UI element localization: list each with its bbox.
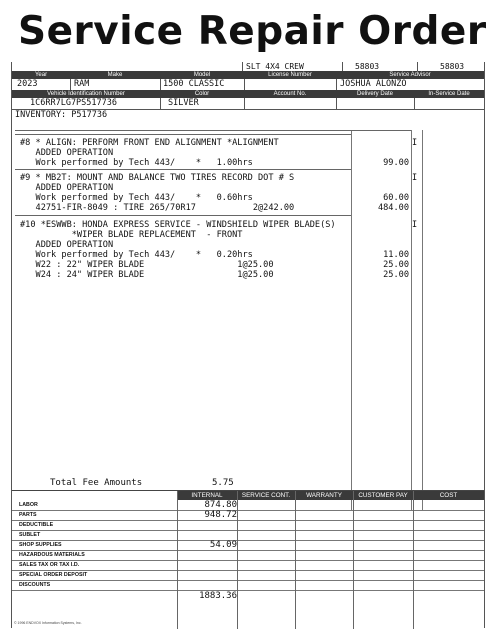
line-items xyxy=(12,130,484,490)
summary-label: SHOP SUPPLIES xyxy=(19,542,62,548)
repair-order-form xyxy=(11,62,485,628)
line-item-10-head: #10 *ESWWB: HONDA EXPRESS SERVICE - WINDSHIELD WIPER BLADE(S) xyxy=(20,220,336,230)
vehicle-model: 1500 CLASSIC xyxy=(163,79,225,89)
line-item-9-row: ADDED OPERATION xyxy=(20,183,114,193)
total-fee-label: Total Fee Amounts xyxy=(50,478,143,488)
total-fee-amount: 5.75 xyxy=(212,478,234,488)
col-internal: INTERNAL xyxy=(191,492,223,499)
label-delivery-date: Delivery Date xyxy=(356,91,393,97)
label-color: Color xyxy=(194,91,210,97)
summary-internal-value: 948.72 xyxy=(204,510,237,520)
label-in-service-date: In-Service Date xyxy=(428,91,470,97)
line-item-8-flag: I xyxy=(412,138,418,148)
top-strip xyxy=(12,62,484,71)
col-service-cont: SERVICE CONT. xyxy=(241,492,291,499)
color-value: SILVER xyxy=(168,98,199,108)
order-number-1: 58803 xyxy=(355,62,380,71)
vehicle-year: 2023 xyxy=(17,79,38,89)
line-item-10-row: W22 : 22" WIPER BLADE 1@25.00 xyxy=(20,260,274,270)
inventory-number: INVENTORY: P517736 xyxy=(15,110,108,120)
line-item-8-row: Work performed by Tech 443/ * 1.00hrs xyxy=(20,158,253,168)
label-model: Model xyxy=(193,72,211,78)
line-item-8-row: ADDED OPERATION xyxy=(20,148,114,158)
col-customer-pay: CUSTOMER PAY xyxy=(358,492,408,499)
summary-label: SPECIAL ORDER DEPOSIT xyxy=(19,572,88,578)
trim-value: SLT 4X4 CREW xyxy=(246,62,304,71)
summary-label: DEDUCTIBLE xyxy=(19,522,54,528)
line-item-10-amount: 25.00 xyxy=(383,260,409,270)
service-advisor: JOSHUA ALONZO xyxy=(340,79,407,89)
label-make: Make xyxy=(107,72,123,78)
label-vin: Vehicle Identification Number xyxy=(47,91,125,97)
copyright-notice: © 1996 ENDVOX Information Systems, Inc. xyxy=(14,621,82,625)
summary-label: PARTS xyxy=(19,512,37,518)
line-item-10-amount: 25.00 xyxy=(383,270,409,280)
line-item-9-row: 42751-FIR-8049 : TIRE 265/70R17 2@242.00 xyxy=(20,203,295,213)
line-item-9-amount: 60.00 xyxy=(383,193,409,203)
summary-total-value: 1883.36 xyxy=(199,591,237,601)
label-year: Year xyxy=(34,72,48,78)
summary-internal-value: 54.09 xyxy=(209,540,237,550)
line-item-9-amount: 484.00 xyxy=(377,203,409,213)
line-item-9-head: #9 * MB2T: MOUNT AND BALANCE TWO TIRES RECORD DOT # S xyxy=(20,173,295,183)
line-item-10-amount: 11.00 xyxy=(383,250,409,260)
page-title: Service Repair Order xyxy=(18,9,487,54)
line-item-9-flag: I xyxy=(412,173,418,183)
label-service-advisor: Service Advisor xyxy=(389,72,431,78)
line-item-8-head: #8 * ALIGN: PERFORM FRONT END ALIGNMENT *ALIGNMENT xyxy=(20,138,279,148)
summary-label: HAZARDOUS MATERIALS xyxy=(19,552,85,558)
col-warranty: WARRANTY xyxy=(306,492,342,499)
line-item-10-row: ADDED OPERATION xyxy=(20,240,114,250)
vehicle-make: RAM xyxy=(74,79,90,89)
label-account: Account No. xyxy=(273,91,307,97)
vin-header-labels xyxy=(12,90,484,98)
summary-table xyxy=(12,490,484,629)
summary-header xyxy=(177,491,484,500)
summary-label: DISCOUNTS xyxy=(19,582,51,588)
summary-label: LABOR xyxy=(19,502,38,508)
vehicle-header-labels xyxy=(12,71,484,79)
line-item-9-row: Work performed by Tech 443/ * 0.60hrs xyxy=(20,193,253,203)
line-item-10-row: W24 : 24" WIPER BLADE 1@25.00 xyxy=(20,270,274,280)
col-cost: COST xyxy=(439,492,458,499)
line-item-10-row: *WIPER BLADE REPLACEMENT - FRONT xyxy=(20,230,243,240)
summary-label: SALES TAX OR TAX I.D. xyxy=(19,562,80,568)
line-item-8-amount: 99.00 xyxy=(383,158,409,168)
label-license: License Number xyxy=(268,72,312,78)
line-item-10-flag: I xyxy=(412,220,418,230)
order-number-2: 58803 xyxy=(440,62,465,71)
summary-label: SUBLET xyxy=(19,532,41,538)
summary-internal-value: 874.80 xyxy=(204,500,237,510)
line-item-10-row: Work performed by Tech 443/ * 0.20hrs xyxy=(20,250,253,260)
vin-value: 1C6RR7LG7PS517736 xyxy=(30,98,117,108)
